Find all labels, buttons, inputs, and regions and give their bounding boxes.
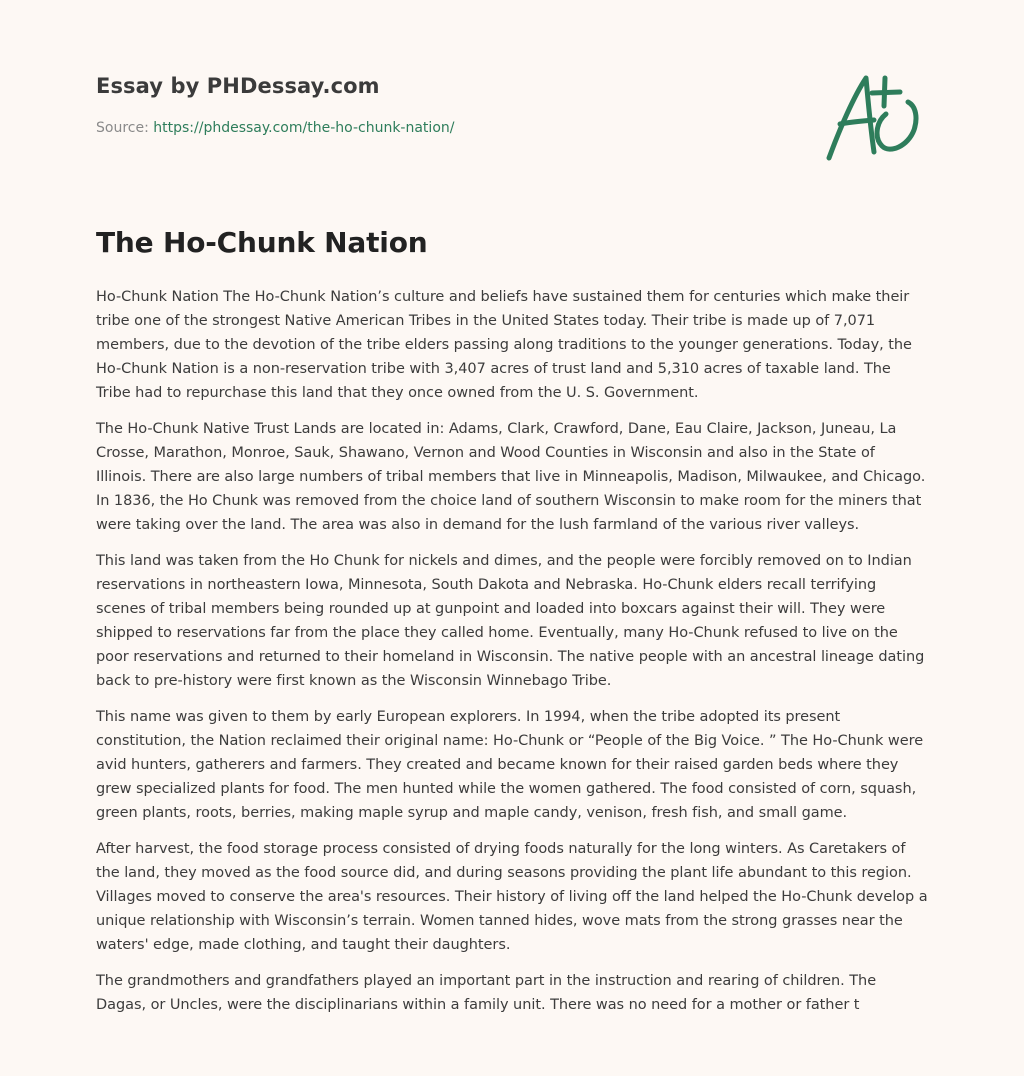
source-line (96, 120, 796, 136)
source-link[interactable]: https://phdessay.com/the-ho-chunk-nation/ (153, 120, 455, 136)
essay-paragraph: The grandmothers and grandfathers played an important part in the instruction and rearing of children. The Dagas, or Uncles, were the disciplinarians within a family unit. There was no need for a mother or father t (96, 973, 877, 1013)
essay-paragraph: This name was given to them by early European explorers. In 1994, when the tribe adopted its present constitution, the Nation reclaimed their original name: Ho-Chunk or “People of the Big Voice. ” The Ho-Chunk were avid hunters, gatherers and farmers. They created and became known for their raised garden beds where they grew specialized plants for food. The men hunted while the women gathered. The food consisted of corn, squash, green plants, roots, berries, making maple syrup and maple candy, venison, fresh fish, and small game. (96, 709, 924, 821)
essay-body (96, 285, 928, 1029)
essay-paragraph: This land was taken from the Ho Chunk for nickels and dimes, and the people were forcibly removed on to Indian reservations in northeastern Iowa, Minnesota, South Dakota and Nebraska. Ho-Chunk elders recall terrifying scenes of tribal members being rounded up at gunpoint and loaded into boxcars against their will. They were shipped to reservations far from the place they called home. Eventually, many Ho-Chunk refused to live on the poor reservations and returned to their homeland in Wisconsin. The native people with an ancestral lineage dating back to pre-history were first known as the Wisconsin Winnebago Tribe. (96, 553, 925, 689)
a-plus-logo-icon (822, 66, 928, 166)
essay-title: The Ho-Chunk Nation (96, 226, 428, 259)
brand-title: Essay by PHDessay.com (96, 74, 380, 98)
source-label: Source: (96, 120, 149, 136)
page-header (96, 74, 796, 136)
essay-paragraph: After harvest, the food storage process consisted of drying foods naturally for the long winters. As Caretakers of the land, they moved as the food source did, and during seasons providing the plant life abundant to this region. Villages moved to conserve the area's resources. Their history of living off the land helped the Ho-Chunk develop a unique relationship with Wisconsin’s terrain. Women tanned hides, wove mats from the strong grasses near the waters' edge, made clothing, and taught their daughters. (96, 841, 928, 953)
essay-paragraph: Ho-Chunk Nation The Ho-Chunk Nation’s culture and beliefs have sustained them for centuries which make their tribe one of the strongest Native American Tribes in the United States today. Their tribe is made up of 7,071 members, due to the devotion of the tribe elders passing along traditions to the younger generations. Today, the Ho-Chunk Nation is a non-reservation tribe with 3,407 acres of trust land and 5,310 acres of taxable land. The Tribe had to repurchase this land that they once owned from the U. S. Government. (96, 289, 912, 401)
essay-paragraph: The Ho-Chunk Native Trust Lands are located in: Adams, Clark, Crawford, Dane, Eau Claire, Jackson, Juneau, La Crosse, Marathon, Monroe, Sauk, Shawano, Vernon and Wood Counties in Wisconsin and also in the State of Illinois. There are also large numbers of tribal members that live in Minneapolis, Madison, Milwaukee, and Chicago. In 1836, the Ho Chunk was removed from the choice land of southern Wisconsin to make room for the miners that were taking over the land. The area was also in demand for the lush farmland of the various river valleys. (96, 421, 926, 533)
